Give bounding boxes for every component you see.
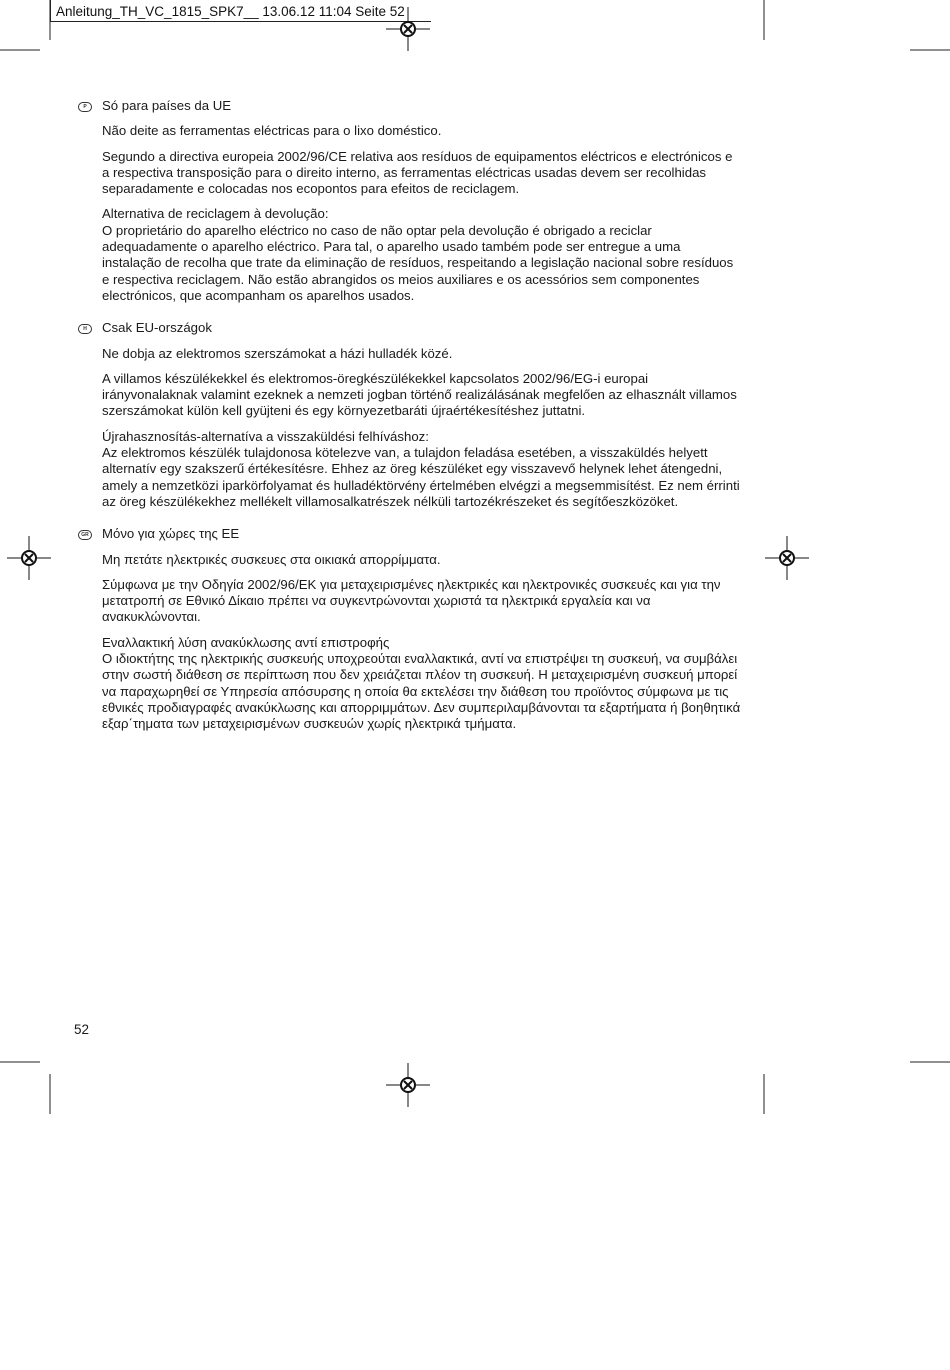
paragraph: Alternativa de reciclagem à devolução: O proprietário do aparelho eléctrico no caso de não optar pela devolução é obrigado a reciclar adequadamente o aparelho eléctrico. Para tal, o aparelho usado também pode ser entregue a uma instalação de recolha que trate da eliminação de resíduos, respeitando a legislação nacional sobre resíduos e respectiva reciclagem. Não estão abrangidos os meios auxiliares e os acessórios sem componentes electrónicos, que acompanham os aparelhos usados. bbox=[102, 206, 734, 303]
document-body bbox=[81, 98, 742, 749]
country-flag-icon: GR bbox=[78, 530, 92, 540]
section-portuguese bbox=[83, 98, 742, 304]
paragraph: Újrahasznosítás-alternatíva a visszaküldési felhíváshoz: Az elektromos készülék tulajdonosa kötelezve van, a tulajdon feladása esetében, a visszaküldés helyett alternatív egy szakszerű értékesítésre. Ehhez az öreg készüléket egy visszavevő helynek lehet átengedni, amely a nemzetközi iparkörfolyamat és hulladéktörvény értelmében elvégzi a megsemmisítést. Ez nem érrinti az öreg készülékekhez mellékelt villamosalkatrészek nélküli tartozékrészeket és segítőeszközöket. bbox=[102, 428, 740, 509]
country-flag-icon: P bbox=[78, 102, 92, 112]
page-number: 52 bbox=[74, 1022, 90, 1037]
paragraph: A villamos készülékekkel és elektromos-öregkészülékekkel kapcsolatos 2002/96/EG-i europai irányvonalaknak valamint ezeknek a nemzeti jogban történő realizálásának megfelően az elhasznált villamos szerszámokat külön kell gyüjteni és egy környezetbaráti újraértékesítéshez juttatni. bbox=[102, 370, 737, 419]
section-heading: Μόνο για χώρες της ΕΕ bbox=[102, 526, 240, 542]
print-slug: Anleitung_TH_VC_1815_SPK7__ 13.06.12 11:04 Seite 52 bbox=[56, 4, 411, 20]
section-hungarian bbox=[83, 320, 742, 510]
paragraph: Εναλλακτική λύση ανακύκλωσης αντί επιστροφής Ο ιδιοκτήτης της ηλεκτρικής συσκευής υποχρεούται εναλλακτικά, αντί να επιστρέψει τη συσκευή, να συμβάλει στην σωστή διάθεση σε περίπτωση που δεν χρειάζεται πλέον τη συσκευή. Η μεταχειρισμένη συσκευή μπορεί να παραχωρηθεί σε Υπηρεσία απόσυρσης η οποία θα εκτελέσει την διάθεση του προϊόντος σύμφωνα με τις εθνικές προδιαγραφές ανακύκλωσης και απορριμμάτων. Δεν συμπεριλαμβάνονται τα εξαρτήματα ή βοηθητικά εξαρ΄τηματα των μεταχειρισμένων συσκευών χωρίς ηλεκτρικά τμήματα. bbox=[102, 634, 741, 732]
section-heading: Csak EU-országok bbox=[102, 320, 212, 336]
paragraph: Não deite as ferramentas eléctricas para o lixo doméstico. bbox=[102, 123, 442, 139]
paragraph: Segundo a directiva europeia 2002/96/CE relativa aos resíduos de equipamentos eléctricos e electrónicos e a respectiva transposição para o direito interno, as ferramentas eléctricas usadas devem ser recolhidas separadamente e colocadas nos ecopontos para efeitos de reciclagem. bbox=[102, 148, 733, 197]
paragraph: Μη πετάτε ηλεκτρικές συσκευες στα οικιακά απορρίμματα. bbox=[102, 551, 441, 567]
paragraph: Σύμφωνα με την Οδηγία 2002/96/ΕΚ για μεταχειρισμένες ηλεκτρικές και ηλεκτρονικές συσκευές και για την μετατροπή σε Εθνικό Δίκαιο πρέπει να συγκεντρώνονται χωριστά τα ηλεκτρικά εργαλεία και να ανακυκλώνονται. bbox=[102, 576, 721, 625]
country-flag-icon: H bbox=[78, 324, 92, 334]
section-greek bbox=[81, 526, 742, 732]
section-heading: Só para países da UE bbox=[102, 98, 232, 113]
paragraph: Ne dobja az elektromos szerszámokat a házi hulladék közé. bbox=[102, 345, 453, 361]
